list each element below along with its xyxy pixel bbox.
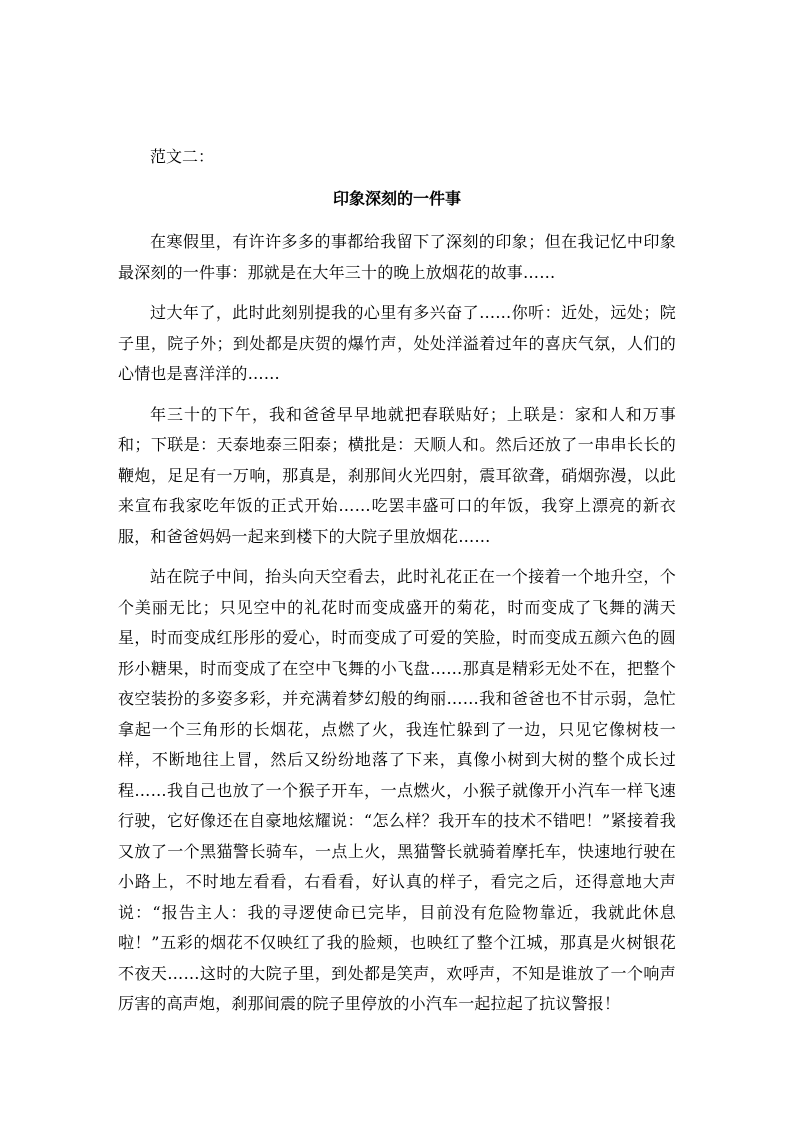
essay-title: 印象深刻的一件事: [332, 189, 461, 208]
paragraph-4: 站在院子中间，抬头向天空看去，此时礼花正在一个接着一个地升空，个个美丽无比；只见空中的礼花时而变成盛开的菊花，时而变成了飞舞的满天星，时而变成红彤彤的爱心，时而变成了可爱的笑脸，时而变成五颜六色的圆形小糖果，时而变成了在空中飞舞的小飞盘……那真是精彩无处不在，把整个夜空装扮的多姿多彩，并充满着梦幻般的绚丽……我和爸爸也不甘示弱，急忙拿起一个三角形的长烟花，点燃了火，我连忙躲到了一边，只见它像树枝一样，不断地往上冒，然后又纷纷地落了下来，真像小树到大树的整个成长过程……我自己也放了一个猴子开车，一点燃火，小猴子就像开小汽车一样飞速行驶，它好像还在自豪地炫耀说：“怎么样？我开车的技术不错吧！”紧接着我又放了一个黑猫警长骑车，一点上火，黑猫警长就骑着摩托车，快速地行驶在小路上，不时地左看看，右看看，好认真的样子，看完之后，还得意地大声说：“报告主人：我的寻逻使命已完毕，目前没有危险物靠近，我就此休息啦！”五彩的烟花不仅映红了我的脸颊，也映红了整个江城，那真是火树银花不夜天……这时的大院子里，到处都是笑声，欢呼声，不知是谁放了一个响声厉害的高声炮，刹那间震的院子里停放的小汽车一起拉起了抗议警报！: [118, 567, 676, 1013]
section-label: 范文二：: [150, 147, 215, 166]
essay-body: [118, 227, 676, 1030]
paragraph-2: 过大年了，此时此刻别提我的心里有多兴奋了……你听：近处，远处；院子里，院子外；到处都是庆贺的爆竹声，处处洋溢着过年的喜庆气氛，人们的心情也是喜洋洋的……: [118, 303, 676, 383]
paragraph-1: 在寒假里，有许许多多的事都给我留下了深刻的印象；但在我记忆中印象最深刻的一件事：那就是在大年三十的晚上放烟花的故事……: [118, 232, 676, 282]
paragraph-3: 年三十的下午，我和爸爸早早地就把春联贴好；上联是：家和人和万事和；下联是：天泰地泰三阳泰；横批是：天顺人和。然后还放了一串串长长的鞭炮，足足有一万响，那真是，刹那间火光四射，震耳欲聋，硝烟弥漫，以此来宣布我家吃年饭的正式开始……吃罢丰盛可口的年饭，我穿上漂亮的新衣服，和爸爸妈妈一起来到楼下的大院子里放烟花……: [118, 404, 676, 546]
